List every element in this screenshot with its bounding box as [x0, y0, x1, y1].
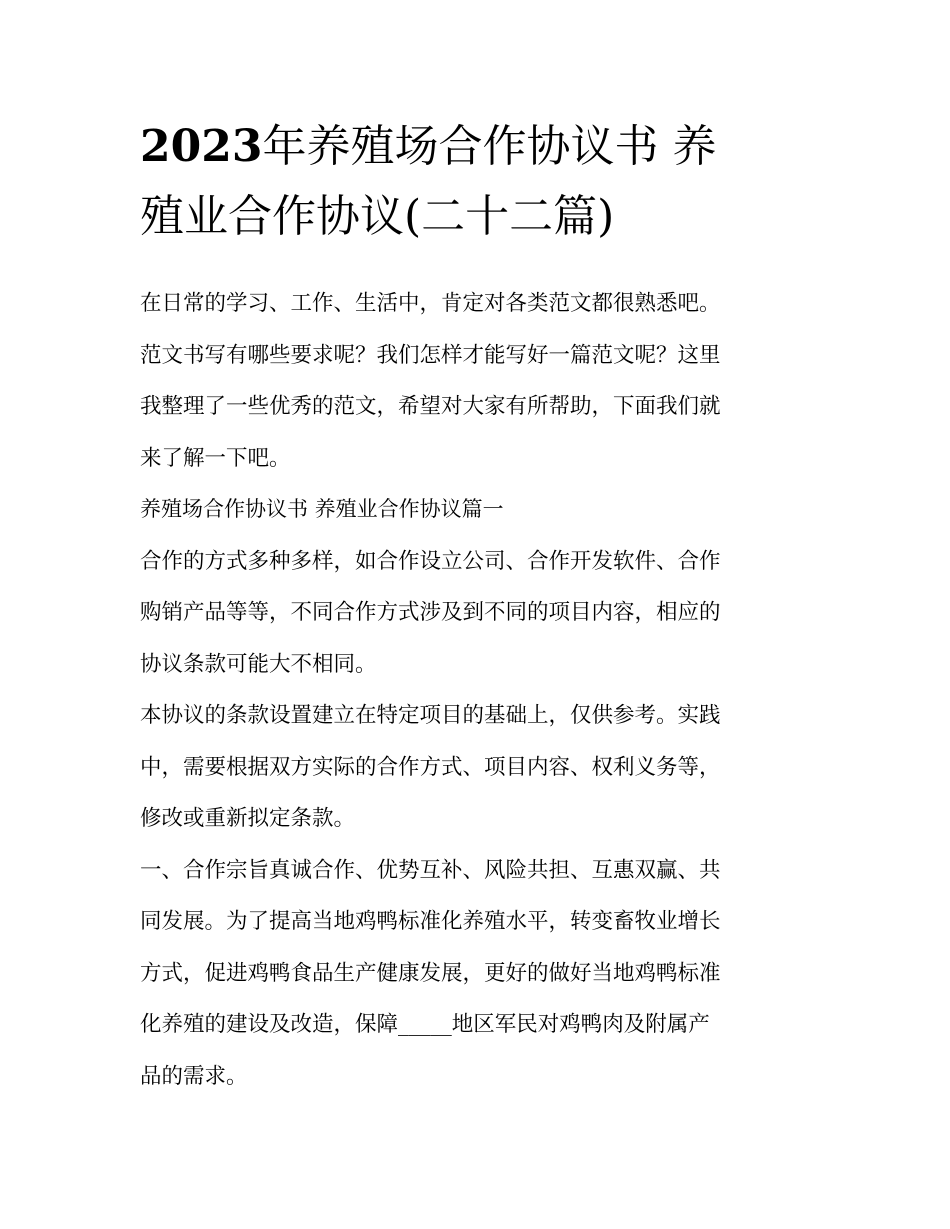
purpose-paragraph: [140, 845, 820, 1103]
text-line: 合作的方式多种多样，如合作设立公司、合作开发软件、合作: [140, 548, 721, 574]
title-line-1-rest: 年养殖场合作协议书 养: [262, 121, 717, 172]
text-line: 一、合作宗旨真诚合作、优势互补、风险共担、互惠双赢、共: [140, 857, 721, 883]
text-line: 在日常的学习、工作、生活中，肯定对各类范文都很熟悉吧。: [140, 291, 721, 316]
text-line: 同发展。为了提高当地鸡鸭标准化养殖水平，转变畜牧业增长: [140, 909, 721, 934]
document-title: [140, 112, 820, 252]
intro-paragraph: [140, 278, 820, 484]
cooperation-methods-paragraph: [140, 536, 820, 691]
text-line: 协议条款可能大不相同。: [140, 651, 377, 677]
text-line: 养殖场合作协议书 养殖业合作协议篇一: [140, 497, 504, 521]
clause-note-paragraph: [140, 690, 820, 845]
text-line: 本协议的条款设置建立在特定项目的基础上，仅供参考。实践: [140, 703, 721, 728]
text-line: 化养殖的建设及改造，保障_____地区军民对鸡鸭肉及附属产: [140, 1012, 710, 1037]
text-line: 品的需求。: [140, 1063, 248, 1089]
text-line: 中，需要根据双方实际的合作方式、项目内容、权利义务等，: [140, 754, 721, 780]
title-line-1: [140, 112, 820, 182]
section-heading: [140, 484, 820, 536]
title-line-2: 殖业合作协议(二十二篇): [140, 191, 615, 242]
title-year: 2023: [140, 121, 263, 172]
text-line: 来了解一下吧。: [140, 445, 291, 471]
document-body: [140, 278, 820, 1102]
text-line: 修改或重新拟定条款。: [140, 806, 356, 831]
text-line: 方式，促进鸡鸭食品生产健康发展，更好的做好当地鸡鸭标准: [140, 960, 721, 986]
text-line: 范文书写有哪些要求呢？我们怎样才能写好一篇范文呢？这里: [140, 342, 721, 368]
text-line: 购销产品等等，不同合作方式涉及到不同的项目内容，相应的: [140, 600, 721, 625]
text-line: 我整理了一些优秀的范文，希望对大家有所帮助，下面我们就: [140, 394, 721, 419]
